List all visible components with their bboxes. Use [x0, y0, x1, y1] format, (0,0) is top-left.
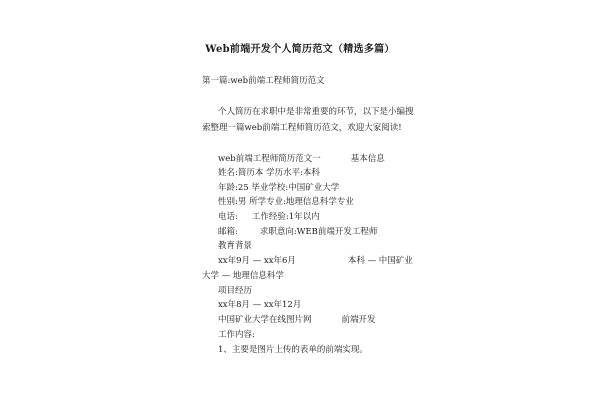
- work-item-1: 1、主要是图片上传的表单的前端实现。: [218, 345, 368, 355]
- work-content-heading: 工作内容:: [218, 330, 255, 340]
- education-heading: 教育背景: [218, 241, 253, 251]
- resume-heading-title: web前端工程师简历范文一: [218, 154, 321, 164]
- resume-gender-line: 性别:男 所学专业:地理信息科学专业: [218, 197, 354, 207]
- job-intent: 求职意向:WEB前端开发工程师: [259, 227, 378, 237]
- email-label: 邮箱:: [218, 227, 238, 237]
- intro-line-1: 个人简历在求职中是非常重要的环节，以下是小编搜: [218, 107, 414, 117]
- document-title: Web前端开发个人简历范文（精选多篇）: [205, 44, 395, 55]
- project-name: 中国矿业大学在线图片网: [218, 315, 312, 325]
- phone-label: 电话:: [218, 212, 238, 222]
- resume-name-line: 姓名:简历本 学历水平:本科: [218, 168, 320, 178]
- resume-heading-basic-info: 基本信息: [350, 154, 385, 164]
- education-continued: 大学 — 地理信息科学: [202, 271, 284, 281]
- section-heading: 第一篇:web前端工程师简历范文: [202, 76, 325, 86]
- project-line: [218, 314, 376, 326]
- education-period-line: [218, 255, 413, 267]
- education-period: xx年9月 — xx年6月: [218, 256, 296, 266]
- intro-line-2: 索整理一篇web前端工程师简历范文，欢迎大家阅读!: [202, 123, 402, 133]
- resume-age-line: 年龄:25 毕业学校:中国矿业大学: [218, 183, 340, 193]
- project-heading: 项目经历: [218, 286, 253, 296]
- resume-phone-line: [218, 211, 320, 223]
- project-role: 前端开发: [341, 315, 376, 325]
- education-degree: 本科 — 中国矿业: [347, 256, 413, 266]
- project-period: xx年8月 — xx年12月: [218, 300, 302, 310]
- resume-email-line: [218, 226, 377, 238]
- resume-heading: [218, 153, 385, 165]
- work-experience: 工作经验:1年以内: [251, 212, 320, 222]
